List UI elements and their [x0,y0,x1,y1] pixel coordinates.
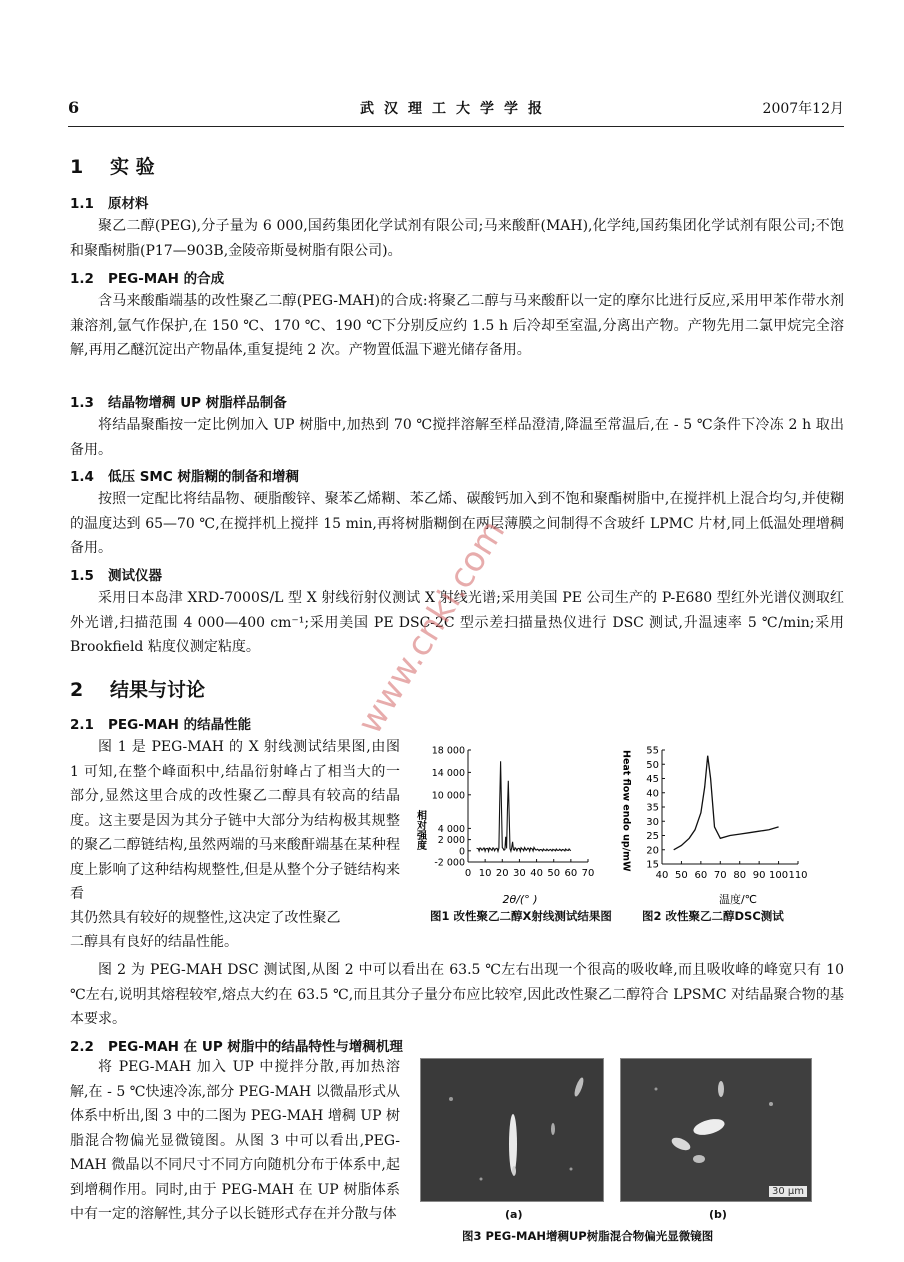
dsc-y-tick-label: 25 [646,831,659,842]
dsc-x-tick-label: 100 [769,870,789,881]
xrd-x-tick-label: 0 [464,868,472,879]
dsc-y-tick-label: 50 [646,759,659,771]
xrd-x-tick-label: 60 [564,868,578,879]
dsc-x-tick-label: 80 [733,870,747,881]
section-1-1-heading: 1.1 原材料 [70,196,149,212]
xrd-y-label: 相对强度 [414,810,426,850]
xrd-x-tick-label: 70 [581,868,595,879]
dsc-y-label: Heat flow endo up/mW [620,750,632,872]
section-1-2-text: 含马来酸酯端基的改性聚乙二醇(PEG-MAH)的合成:将聚乙二醇与马来酸酐以一定的摩尔比进行反应,采用甲苯作带水剂兼溶剂,氩气作保护,在 150 ℃、170 ℃、190 ℃下分别反应约 1.5 h 后冷却至室温,分离出产物。产物先用二氯甲烷完全溶解,再用乙醚沉淀出产物晶体,重复提纯 2 次。产物置低温下避光储存备用。 [70,293,844,358]
xrd-x-tick-label: 30 [513,868,526,879]
dsc-x-tick-label: 70 [713,870,727,881]
dsc-x-tick-label: 40 [655,870,669,881]
dsc-y-tick-label: 30 [646,816,659,828]
section-2-2-text: 将 PEG-MAH 加入 UP 中搅拌分散,再加热溶解,在 - 5 ℃快速冷冻,部分 PEG-MAH 以微晶形式从体系中析出,图 3 中的二图为 PEG-MAH 增稠 UP 树脂混合物偏光显微镜图。从图 3 中可以看出,PEG-MAH 微晶以不同尺寸不同方向随机分布于体系中,起到增稠作用。同时,由于 PEG-MAH 在 UP 树脂体系中有一定的溶解性,其分子以长链形式存在并分散与体 [70,1059,400,1222]
section-2-1-text-end: 二醇具有良好的结晶性能。 [70,934,238,950]
section-2-1-text-tail: 其仍然具有较好的规整性,这决定了改性聚乙 [70,910,341,926]
xrd-axes [432,746,595,880]
dsc-series-line [674,756,779,850]
section-1-3-heading: 1.3 结晶物增稠 UP 树脂样品制备 [70,395,287,411]
dsc-x-tick-label: 110 [788,870,808,881]
section-1-2-heading: 1.2 PEG-MAH 的合成 [70,271,225,287]
dsc-x-tick-label: 90 [752,870,766,881]
issue-date: 2007年12月 [762,101,844,117]
section-1-4-heading: 1.4 低压 SMC 树脂糊的制备和增稠 [70,469,299,485]
xrd-x-tick-label: 50 [547,868,561,879]
section-2-heading: 2 结果与讨论 [70,679,206,701]
page-number: 6 [68,98,80,117]
section-2-1-text: 图 1 是 PEG-MAH 的 X 射线测试结果图,由图 1 可知,在整个峰面积中,结晶衍射峰占了相当大的一部分,显然这里合成的改性聚乙二醇具有较高的结晶度。这主要是因为其分子链中大部分为结构极其规整的聚乙二醇链结构,虽然两端的马来酸酐端基在某种程度上影响了这种结构规整性,但是从整个分子链结构来看 [70,739,400,902]
section-1-3-text: 将结晶聚酯按一定比例加入 UP 树脂中,加热到 70 ℃搅拌溶解至样品澄清,降温至常温后,在 - 5 ℃条件下冷冻 2 h 取出备用。 [70,417,844,458]
dsc-axes [646,746,807,882]
dsc-y-tick-label: 40 [646,788,659,800]
xrd-y-tick-label: 2 000 [437,835,465,847]
dsc-y-tick-label: 15 [646,859,659,871]
dsc-y-tick-label: 55 [646,745,659,757]
scale-bar-label: 30 μm [769,1186,807,1197]
section-2-1-text-2: 图 2 为 PEG-MAH DSC 测试图,从图 2 中可以看出在 63.5 ℃左右出现一个很高的吸收峰,而且吸收峰的峰宽只有 10 ℃左右,说明其熔程较窄,熔点大约在 63.5 ℃,而且其分子量分布应比较窄,因此改性聚乙二醇符合 LPSMC 对结晶聚合物的基本要求。 [70,962,844,1027]
dsc-x-tick-label: 60 [694,870,708,881]
fig3a-micrograph [420,1058,604,1202]
fig2-caption: 图2 改性聚乙二醇DSC测试 [642,909,784,923]
fig3-caption: 图3 PEG-MAH增稠UP树脂混合物偏光显微镜图 [462,1229,714,1243]
dsc-y-tick-label: 45 [646,774,659,785]
xrd-x-label: 2θ/(° ) [502,893,538,906]
xrd-y-tick-label: 18 000 [431,745,465,757]
xrd-x-tick-label: 10 [478,868,492,879]
fig1-caption: 图1 改性聚乙二醇X射线测试结果图 [430,909,612,923]
xrd-y-tick-label: 4 000 [437,823,465,835]
xrd-y-tick-label: -2 000 [434,857,465,869]
xrd-y-tick-label: 0 [458,846,465,858]
fig3a-label: (a) [505,1208,523,1221]
fig3b-micrograph [620,1058,812,1202]
xrd-x-tick-label: 40 [530,868,543,879]
header-rule [68,126,844,127]
dsc-x-tick-label: 50 [675,870,688,881]
watermark-text: www.cnki.com [350,513,514,742]
running-header [68,98,844,122]
section-1-1-text: 聚乙二醇(PEG),分子量为 6 000,国药集团化学试剂有限公司;马来酸酐(MAH),化学纯,国药集团化学试剂有限公司;不饱和聚酯树脂(P17—903B,金陵帝斯曼树脂有限公司)。 [70,218,844,259]
fig1-xrd-chart [412,740,612,910]
section-1-4-text: 按照一定配比将结晶物、硬脂酸锌、聚苯乙烯糊、苯乙烯、碳酸钙加入到不饱和聚酯树脂中,在搅拌机上混合均匀,并使糊的温度达到 65—70 ℃,在搅拌机上搅拌 15 min,再将树脂糊倒在两层薄膜之间制得不含玻纤 LPMC 片材,同上低温处理增稠备用。 [70,491,844,556]
xrd-x-tick-label: 20 [495,868,509,879]
section-1-heading: 1 实 验 [70,156,155,178]
section-1-5-text: 采用日本岛津 XRD-7000S/L 型 X 射线衍射仪测试 X 射线光谱;采用美国 PE 公司生产的 P-E680 型红外光谱仪测取红外光谱,扫描范围 4 000—400 cm⁻¹;采用美国 PE DSC-2C 型示差扫描量热仪进行 DSC 测试,升温速率 5 ℃/min;采用 Brookfield 粘度仪测定粘度。 [70,590,844,655]
journal-title: 武汉理工大学学报 [360,101,552,117]
xrd-series-line [477,761,571,851]
dsc-x-label: 温度/℃ [718,893,758,906]
section-2-2-heading: 2.2 PEG-MAH 在 UP 树脂中的结晶特性与增稠机理 [70,1039,403,1055]
xrd-y-tick-label: 14 000 [431,767,465,779]
fig3b-label: (b) [709,1208,727,1221]
xrd-y-tick-label: 10 000 [431,790,465,802]
section-1-5-heading: 1.5 测试仪器 [70,568,162,584]
section-2-1-heading: 2.1 PEG-MAH 的结晶性能 [70,717,252,733]
fig2-dsc-chart [618,740,814,910]
dsc-y-tick-label: 20 [646,845,659,857]
dsc-y-tick-label: 35 [646,802,659,814]
